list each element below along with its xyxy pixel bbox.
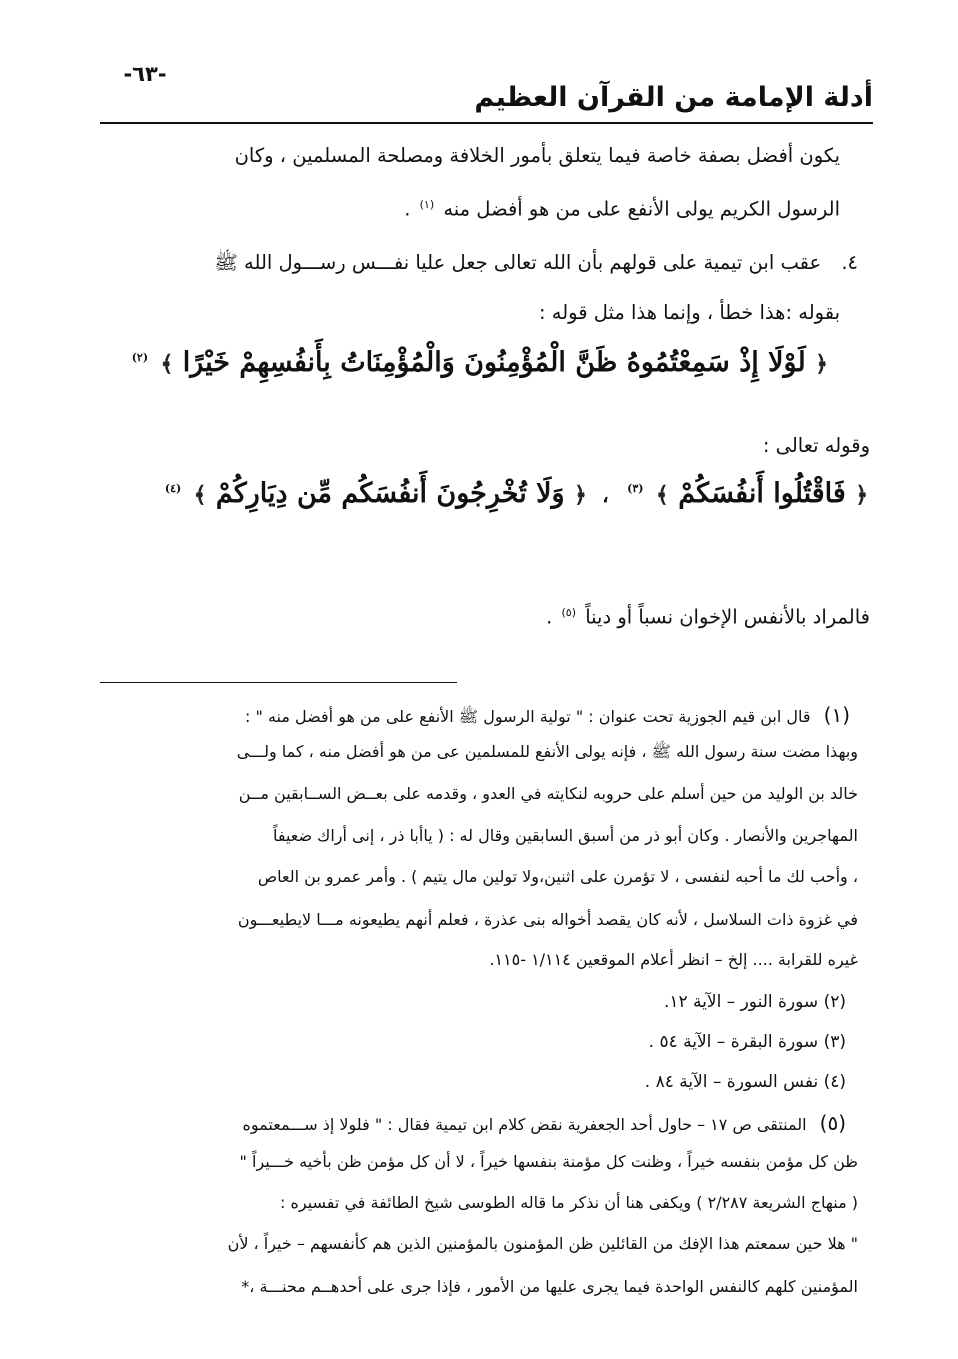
paragraph-line — [110, 199, 840, 219]
footnote-line: ، وأحب لك ما أحبه لنفسى ، لا تؤمرن على اثنين،ولا تولين مال يتيم ) . وأمر عمرو بن العاص — [257, 867, 858, 886]
verse-text: لَوْلَا إِذْ سَمِعْتُمُوهُ ظَنَّ الْمُؤْمِنُونَ وَالْمُؤْمِنَاتُ بِأَنفُسِهِمْ خَيْرًا — [182, 347, 806, 378]
paragraph-line: يكون أفضل بصفة خاصة فيما يتعلق بأمور الخلافة ومصلحة المسلمين ، وكان — [234, 144, 840, 167]
footnote-line: (٣) سورة البقرة – الآية ٥٤ . — [648, 1032, 846, 1052]
paragraph-text: فالمراد بالأنفس الإخوان نسباً أو ديناً — [585, 605, 870, 629]
footnote-ref[interactable]: (١) — [419, 198, 435, 211]
paragraph-text: الرسول الكريم يولى الأنفع على من هو أفضل منه — [443, 197, 840, 221]
verse-bracket-close-icon: ﴾ — [655, 482, 669, 508]
footnote-ref[interactable]: (٢) — [131, 351, 149, 364]
quran-verse-pair — [160, 478, 870, 509]
footnote-text: قال ابن قيم الجوزية تحت عنوان : " تولية الرسول ﷺ الأنفع على من هو أفضل منه " : — [245, 707, 811, 726]
footnote-ref[interactable]: (٥) — [561, 606, 576, 619]
footnote-line — [100, 1111, 846, 1135]
paragraph-line — [110, 607, 870, 627]
quran-verse — [131, 347, 828, 378]
verse-bracket-close-icon: ﴾ — [160, 351, 174, 377]
footnote-line: ظن كل مؤمن بنفسه خيراً ، وظنت كل مؤمنة بنفسها خيراً ، لا أن كل مؤمن ظن بأخيه خـــيراً " — [239, 1152, 858, 1171]
verse-text: فَاقْتُلُوا أَنفُسَكُمْ — [678, 478, 846, 509]
sentence-end: . — [404, 197, 411, 221]
verse-separator: ، — [602, 483, 609, 507]
header-divider — [100, 122, 873, 124]
footnote-line — [100, 703, 850, 730]
footnote-line: المهاجرين والأنصار . وكان أبو ذر من أسبق السابقين وقال له : ( ياأبا ذر ، إنى أراك ضعيفاً — [272, 826, 858, 845]
numbered-paragraph — [110, 253, 858, 273]
footnote-line: ( منهاج الشريعة ٢/٢٨٧ ) ويكفى هنا أن نذكر ما قاله الطوسى شيخ الطائفة في تفسيره : — [280, 1193, 858, 1212]
verse-bracket-open-icon: ﴿ — [573, 482, 587, 508]
footnote-ref[interactable]: (٣) — [627, 482, 644, 495]
footnote-line: المؤمنين كلهم كالنفس الواحدة فيما يجرى عليها من الأمور ، فإذا جرى على أحدهــم محنـــة ،* — [241, 1277, 858, 1296]
sentence-end: . — [546, 605, 553, 629]
footnote-line: غيره للقرابة .... إلخ – انظر أعلام الموقعين ١/١١٤ -١١٥. — [489, 950, 858, 969]
footnote-ref[interactable]: (٤) — [164, 482, 182, 495]
footnote-divider — [100, 682, 457, 683]
list-number: ٤. — [841, 251, 858, 274]
paragraph-line: بقوله :هذا خطأ ، وإنما هذا مثل قوله : — [538, 301, 840, 324]
footnote-line: " هلا حين سمعتم هذا الإفك من القائلين ظن المؤمنون بالمؤمنين الذين هم كأنفسهم – خيراً ، لأن — [227, 1234, 858, 1253]
verse-text: وَلَا تُخْرِجُونَ أَنفُسَكُم مِّن دِيَارِكُمْ — [215, 478, 565, 509]
page-number: -٦٣- — [123, 62, 167, 86]
paragraph-text: عقب ابن تيمية على قولهم بأن الله تعالى جعل عليا نفـــس رســـول الله ﷺ — [214, 251, 822, 274]
verse-bracket-close-icon: ﴾ — [193, 482, 207, 508]
footnote-number: (٥) — [819, 1111, 846, 1135]
footnote-number: (١) — [823, 703, 850, 727]
footnote-line: في غزوة ذات السلاسل ، لأنه كان يقصد أخواله بنى عذرة ، فعلم أنهم يطيعونه مـــا لايطيعـــون — [237, 910, 858, 929]
verse-bracket-open-icon: ﴿ — [855, 482, 869, 508]
footnote-line: خالد بن الوليد من حين أسلم على حروبه لنكايته في العدو ، وقدمه على بعــض الســابقين مــن — [238, 784, 858, 803]
paragraph-line: وقوله تعالى : — [762, 434, 870, 457]
footnote-line: (٤) نفس السورة – الآية ٨٤ . — [644, 1072, 846, 1092]
footnote-line: (٢) سورة النور – الآية ١٢. — [663, 992, 846, 1012]
running-header-title: أدلة الإمامة من القرآن العظيم — [474, 82, 873, 113]
verse-bracket-open-icon: ﴿ — [815, 351, 828, 377]
footnote-line: وبهذا مضت سنة رسول الله ﷺ ، فإنه يولى الأنفع للمسلمين عى من هو أفضل منه ، كما ولـــى — [236, 742, 858, 761]
footnote-text: المنتقى ص ١٧ – حاول أحد الجعفرية نقض كلام ابن تيمية فقال : " فلولا إذ ســـمعتموه — [242, 1115, 807, 1134]
